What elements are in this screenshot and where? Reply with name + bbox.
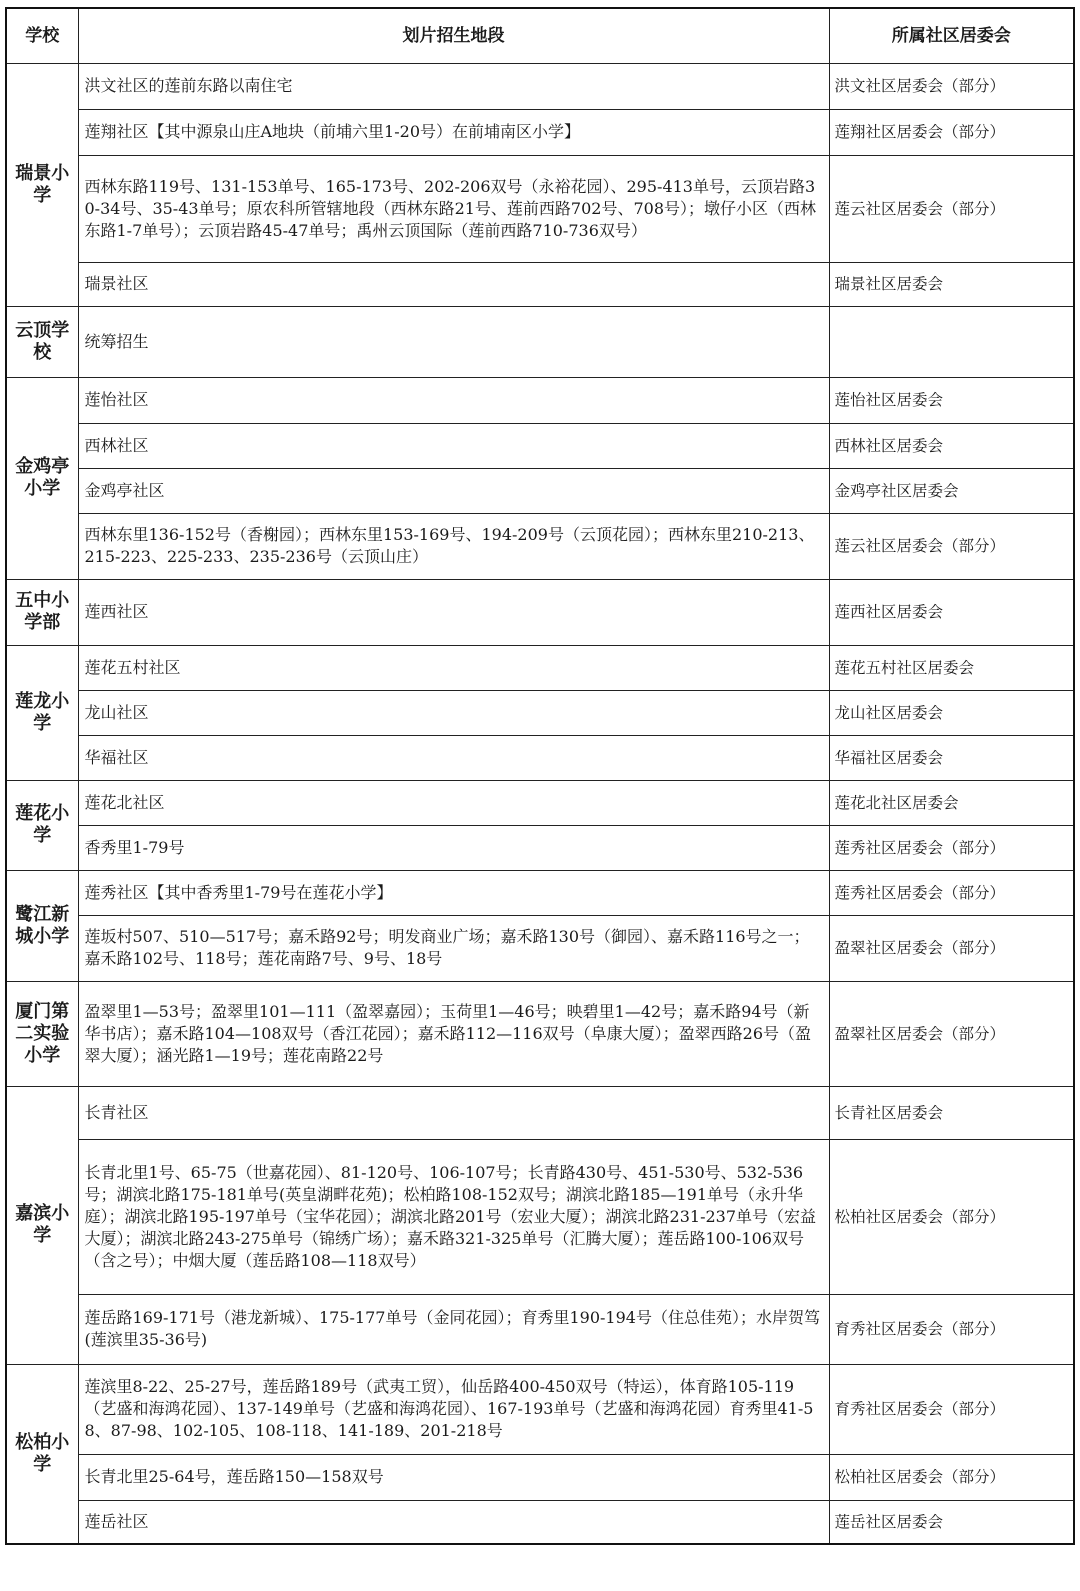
committee-cell: 育秀社区居委会（部分） — [829, 1294, 1074, 1364]
school-xiamen-second-experimental: 厦门第二实验小学 — [6, 981, 78, 1086]
area-cell: 西林东路119号、131-153单号、165-173号、202-206双号（永裕花园）、295-413单号，云顶岩路30-34号、35-43单号；原农科所管辖地段（西林东路21号、莲前西路702号、708号）；墩仔小区（西林东路1-7单号）；云顶岩路45-47单号；禹州云顶国际（莲前西路710-736双号） — [78, 155, 829, 262]
committee-cell: 育秀社区居委会（部分） — [829, 1364, 1074, 1454]
committee-cell: 盈翠社区居委会（部分） — [829, 981, 1074, 1086]
table-row — [6, 981, 1074, 1086]
table-row — [6, 870, 1074, 915]
header-school: 学校 — [6, 8, 78, 63]
committee-cell: 莲岳社区居委会 — [829, 1500, 1074, 1544]
area-cell: 盈翠里1—53号；盈翠里101—111（盈翠嘉园）；玉荷里1—46号；映碧里1—42号；嘉禾路94号（新华书店）；嘉禾路104—108双号（香江花园）；嘉禾路112—116双号（阜康大厦）；盈翠西路26号（盈翠大厦）；涵光路1—19号；莲花南路22号 — [78, 981, 829, 1086]
committee-cell: 盈翠社区居委会（部分） — [829, 915, 1074, 981]
committee-cell: 莲云社区居委会（部分） — [829, 513, 1074, 579]
table-row — [6, 155, 1074, 262]
area-cell: 莲岳路169-171号（港龙新城）、175-177单号（金同花园）；育秀里190-194号（住总佳苑）；水岸贺笃(莲滨里35-36号) — [78, 1294, 829, 1364]
area-cell: 长青北里25-64号，莲岳路150—158双号 — [78, 1454, 829, 1500]
table-row — [6, 513, 1074, 579]
area-cell: 长青北里1号、65-75（世嘉花园）、81-120号、106-107号；长青路430号、451-530号、532-536号；湖滨北路175-181单号(英皇湖畔花苑)；松柏路108-152双号；湖滨北路185—191单号（永升华庭）；湖滨北路195-197单号（宝华花园）；湖滨北路201号（宏业大厦）；湖滨北路231-237单号（宏益大厦）；湖滨北路243-275单号（锦绣广场）；嘉禾路321-325单号（汇腾大厦）；莲岳路100-106双号（含之号）；中烟大厦（莲岳路108—118双号） — [78, 1139, 829, 1294]
area-cell: 莲滨里8-22、25-27号，莲岳路189号（武夷工贸），仙岳路400-450双号（特运），体育路105-119（艺盛和海鸿花园）、137-149单号（艺盛和海鸿花园）、167-193单号（艺盛和海鸿花园）育秀里41-58、87-98、102-105、108-118、141-189、201-218号 — [78, 1364, 829, 1454]
table-row — [6, 306, 1074, 377]
committee-cell: 长青社区居委会 — [829, 1086, 1074, 1139]
committee-cell: 龙山社区居委会 — [829, 690, 1074, 735]
committee-cell: 莲翔社区居委会（部分） — [829, 109, 1074, 155]
committee-cell: 莲花五村社区居委会 — [829, 645, 1074, 690]
school-ruijing: 瑞景小学 — [6, 63, 78, 306]
school-songbai: 松柏小学 — [6, 1364, 78, 1544]
table-row — [6, 825, 1074, 870]
table-row — [6, 377, 1074, 423]
committee-cell: 莲云社区居委会（部分） — [829, 155, 1074, 262]
header-area: 划片招生地段 — [78, 8, 829, 63]
table-row — [6, 690, 1074, 735]
area-cell: 莲怡社区 — [78, 377, 829, 423]
area-cell: 统筹招生 — [78, 306, 829, 377]
school-yunding: 云顶学校 — [6, 306, 78, 377]
area-cell: 金鸡亭社区 — [78, 468, 829, 513]
area-cell: 香秀里1-79号 — [78, 825, 829, 870]
committee-cell: 洪文社区居委会（部分） — [829, 63, 1074, 109]
table-row — [6, 109, 1074, 155]
committee-cell: 西林社区居委会 — [829, 423, 1074, 468]
area-cell: 莲翔社区【其中源泉山庄A地块（前埔六里1-20号）在前埔南区小学】 — [78, 109, 829, 155]
committee-cell: 华福社区居委会 — [829, 735, 1074, 780]
table-row — [6, 1454, 1074, 1500]
area-cell: 莲西社区 — [78, 579, 829, 645]
school-lianhua: 莲花小学 — [6, 780, 78, 870]
area-cell: 长青社区 — [78, 1086, 829, 1139]
table-row — [6, 645, 1074, 690]
area-cell: 莲花北社区 — [78, 780, 829, 825]
area-cell: 龙山社区 — [78, 690, 829, 735]
committee-cell: 莲花北社区居委会 — [829, 780, 1074, 825]
school-lianlong: 莲龙小学 — [6, 645, 78, 780]
area-cell: 瑞景社区 — [78, 262, 829, 306]
area-cell: 华福社区 — [78, 735, 829, 780]
committee-cell: 莲怡社区居委会 — [829, 377, 1074, 423]
area-cell: 莲坂村507、510—517号；嘉禾路92号；明发商业广场；嘉禾路130号（御园）、嘉禾路116号之一；嘉禾路102号、118号；莲花南路7号、9号、18号 — [78, 915, 829, 981]
committee-cell: 瑞景社区居委会 — [829, 262, 1074, 306]
table-row — [6, 579, 1074, 645]
committee-cell: 金鸡亭社区居委会 — [829, 468, 1074, 513]
header-committee: 所属社区居委会 — [829, 8, 1074, 63]
area-cell: 西林东里136-152号（香榭园）；西林东里153-169号、194-209号（云顶花园）；西林东里210-213、215-223、225-233、235-236号（云顶山庄） — [78, 513, 829, 579]
committee-cell — [829, 306, 1074, 377]
area-cell: 莲秀社区【其中香秀里1-79号在莲花小学】 — [78, 870, 829, 915]
area-cell: 莲花五村社区 — [78, 645, 829, 690]
area-cell: 洪文社区的莲前东路以南住宅 — [78, 63, 829, 109]
school-lujiangxincheng: 鹭江新城小学 — [6, 870, 78, 981]
table-row — [6, 423, 1074, 468]
school-jiabin: 嘉滨小学 — [6, 1086, 78, 1364]
committee-cell: 莲秀社区居委会（部分） — [829, 825, 1074, 870]
table-row — [6, 1364, 1074, 1454]
school-jinjiting: 金鸡亭小学 — [6, 377, 78, 579]
table-row — [6, 780, 1074, 825]
table-row — [6, 63, 1074, 109]
table-row — [6, 1294, 1074, 1364]
header-row — [6, 8, 1074, 63]
table-row — [6, 915, 1074, 981]
table-row — [6, 262, 1074, 306]
committee-cell: 松柏社区居委会（部分） — [829, 1454, 1074, 1500]
area-cell: 莲岳社区 — [78, 1500, 829, 1544]
table-row — [6, 1086, 1074, 1139]
table-row — [6, 1139, 1074, 1294]
committee-cell: 莲秀社区居委会（部分） — [829, 870, 1074, 915]
table-row — [6, 735, 1074, 780]
committee-cell: 松柏社区居委会（部分） — [829, 1139, 1074, 1294]
area-cell: 西林社区 — [78, 423, 829, 468]
enrollment-zone-table — [5, 7, 1075, 1545]
committee-cell: 莲西社区居委会 — [829, 579, 1074, 645]
table-row — [6, 1500, 1074, 1544]
table-row — [6, 468, 1074, 513]
school-wuzhong: 五中小学部 — [6, 579, 78, 645]
